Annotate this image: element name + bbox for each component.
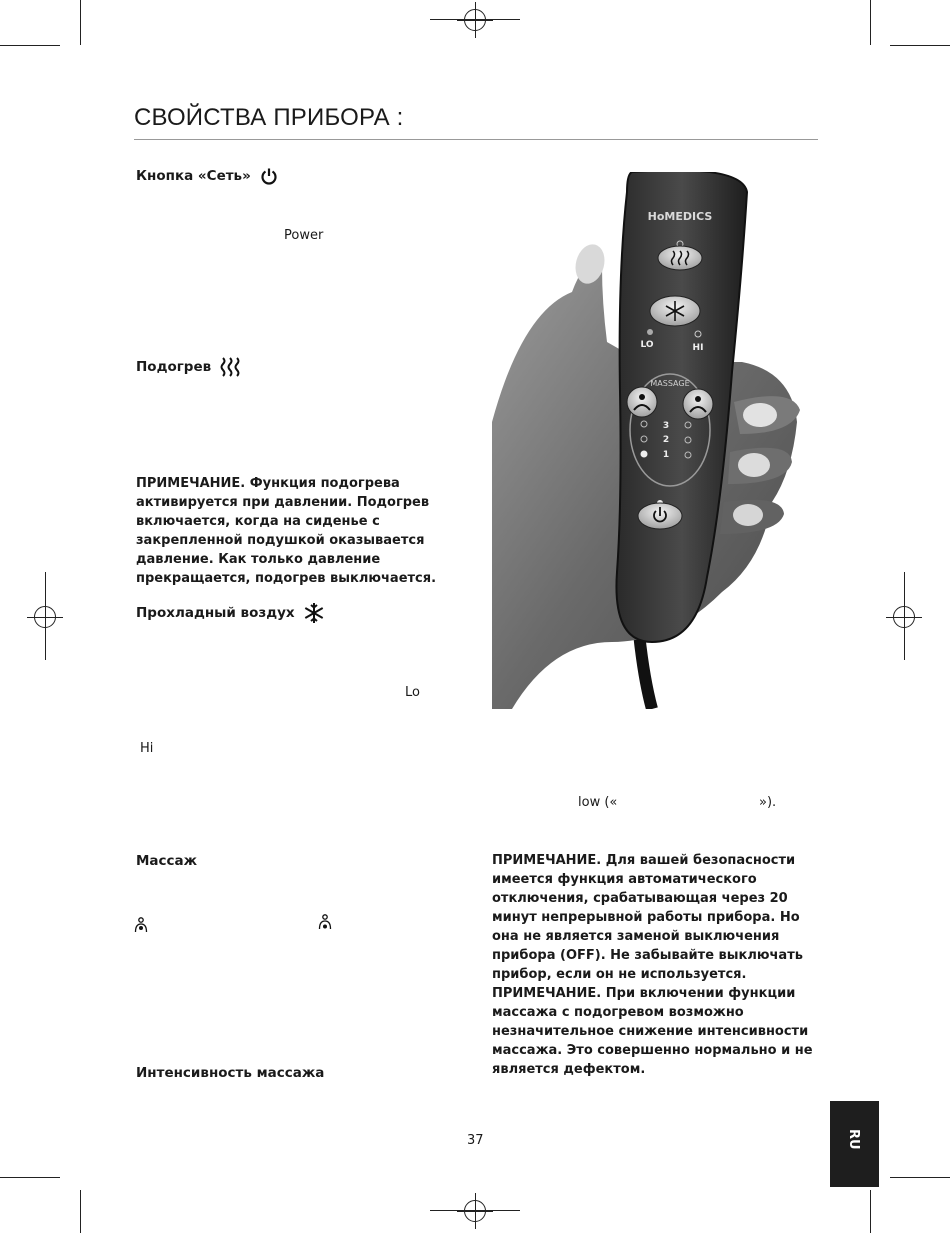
crop-mark bbox=[870, 0, 871, 45]
crop-mark bbox=[890, 1177, 950, 1178]
snowflake-icon bbox=[303, 602, 325, 624]
registration-mark bbox=[464, 9, 486, 31]
power-fragment: Power bbox=[284, 228, 324, 243]
lo-fragment: Lo bbox=[405, 685, 420, 700]
remote-level: 1 bbox=[662, 450, 670, 460]
remote-level: 2 bbox=[662, 435, 670, 445]
crop-mark bbox=[430, 1210, 520, 1211]
language-tab bbox=[830, 1101, 879, 1187]
heat-waves-icon bbox=[219, 356, 241, 378]
upper-body-massage-icon bbox=[134, 917, 148, 933]
crop-mark bbox=[904, 572, 905, 660]
power-heading bbox=[136, 166, 279, 186]
heat-heading bbox=[136, 356, 241, 378]
intensity-heading-text: Интенсивность массажа bbox=[136, 1065, 325, 1081]
remote-hi-label: HI bbox=[692, 343, 704, 353]
right-notes: ПРИМЕЧАНИЕ. Для вашей безопасности имеется функция автоматического отключения, срабатывающая через 20 минут непрерывной работы прибора. Но она не является заменой выключения прибора (OFF). Не забывайте выключать прибор, если он не используется. ПРИМЕЧАНИЕ. При включении функции массажа с подогревом возможно незначительное снижение интенсивности массажа. Это совершенно нормально и не является дефектом. bbox=[492, 853, 813, 1077]
crop-mark bbox=[0, 1177, 60, 1178]
low-fragment-open: low (« bbox=[578, 795, 618, 810]
registration-mark bbox=[464, 1200, 486, 1222]
remote-lo-label: LO bbox=[640, 340, 654, 350]
page-number: 37 bbox=[467, 1133, 484, 1148]
massage-heading-text: Массаж bbox=[136, 853, 198, 869]
low-fragment-close: »). bbox=[759, 795, 777, 810]
heat-heading-text: Подогрев bbox=[136, 359, 212, 375]
hi-fragment: Hi bbox=[140, 741, 154, 756]
crop-mark bbox=[80, 0, 81, 45]
cool-heading bbox=[136, 602, 325, 624]
remote-level: 3 bbox=[662, 421, 670, 431]
page-title: СВОЙСТВА ПРИБОРА : bbox=[134, 104, 404, 131]
massage-heading bbox=[136, 853, 197, 869]
crop-mark bbox=[870, 1190, 871, 1233]
power-heading-text: Кнопка «Сеть» bbox=[136, 168, 251, 184]
crop-mark bbox=[80, 1190, 81, 1233]
intensity-heading bbox=[136, 1065, 324, 1081]
crop-mark bbox=[890, 45, 950, 46]
remote-massage-label: MASSAGE bbox=[650, 379, 690, 388]
power-icon bbox=[259, 166, 279, 186]
crop-mark bbox=[0, 45, 60, 46]
title-divider bbox=[134, 139, 818, 140]
heat-note: ПРИМЕЧАНИЕ. Функция подогрева активируется при давлении. Подогрев включается, когда на сиденье с закрепленной подушкой оказывается давление. Как только давление прекращается, подогрев выключается. bbox=[136, 476, 437, 586]
cool-heading-text: Прохладный воздух bbox=[136, 605, 295, 621]
remote-brand: HoMEDICS bbox=[647, 210, 713, 223]
crop-mark bbox=[430, 19, 520, 20]
language-tab-label: RU bbox=[846, 1129, 861, 1150]
lower-body-massage-icon bbox=[318, 914, 332, 930]
crop-mark bbox=[45, 572, 46, 660]
remote-control-photo bbox=[492, 172, 812, 709]
